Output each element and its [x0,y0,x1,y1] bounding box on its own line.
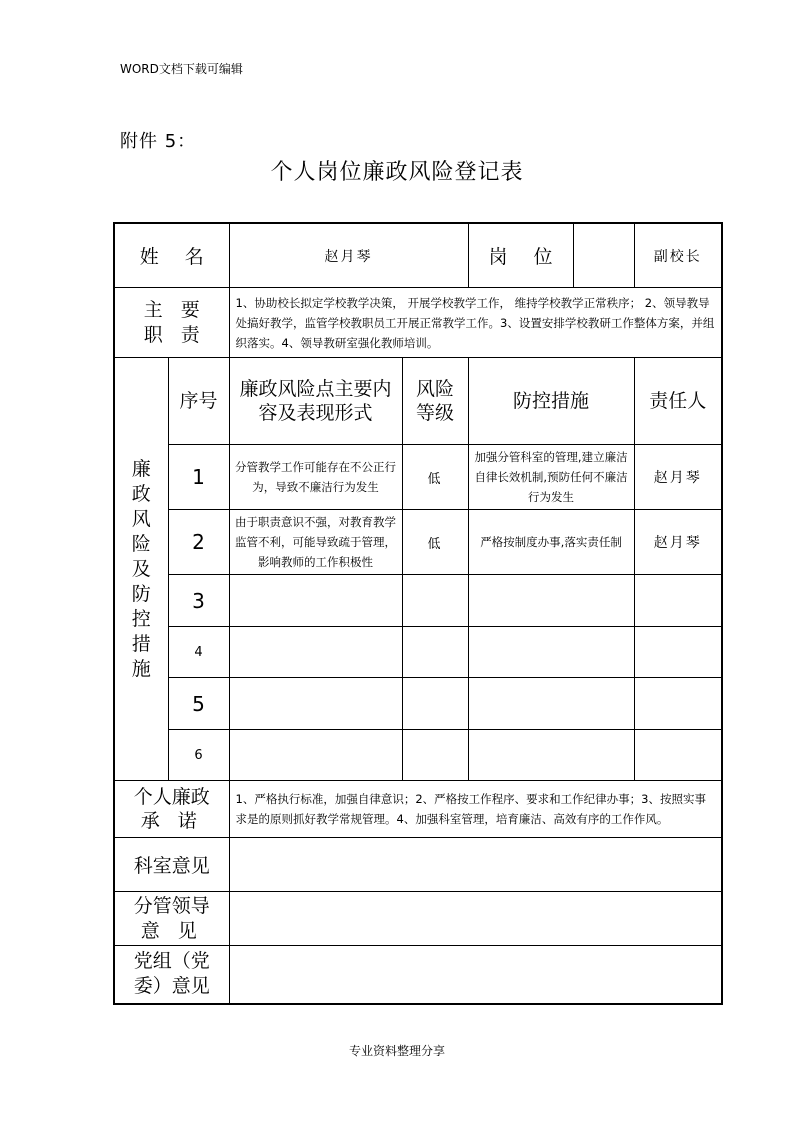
col-header-level-line2: 等级 [416,402,455,424]
party-opinion-label [114,946,229,1004]
row-risk[interactable] [229,575,402,627]
leader-opinion-label [114,892,229,946]
risk-label-char: 防 [131,582,151,605]
row-risk[interactable]: 分管教学工作可能存在不公正行为，导致不廉洁行为发生 [229,445,402,510]
duties-label-line1: 主 要 [143,298,206,321]
col-header-person: 责任人 [634,358,722,445]
row-seq: 1 [168,445,229,510]
row-risk[interactable] [229,627,402,678]
row-level[interactable]: 低 [402,445,468,510]
row-person[interactable] [634,627,722,678]
post-label: 岗 位 [469,224,574,287]
party-opinion-label-line1: 党组（党 [133,950,210,973]
row-person[interactable] [634,575,722,627]
attachment-label: 附件 5： [120,131,197,152]
row-seq: 4 [168,627,229,678]
dept-opinion-field[interactable] [229,838,722,892]
row-measure[interactable] [468,730,634,781]
row-level[interactable]: 低 [402,510,468,575]
col-header-seq: 序号 [168,358,229,445]
row-person[interactable] [634,730,722,781]
row-level[interactable] [402,575,468,627]
col-header-level [402,358,468,445]
risk-label-char: 控 [131,607,151,630]
row-person[interactable]: 赵月琴 [634,510,722,575]
leader-opinion-field[interactable] [229,892,722,946]
pledge-text[interactable]: 1、严格执行标准，加强自律意识；2、严格按工作程序、要求和工作纪律办事；3、按照实事求是的原则抓好教学常规管理。4、加强科室管理，培育廉洁、高效有序的工作作风。 [229,781,722,838]
document-header: WORD文档下载可编辑 [120,62,243,76]
row-person[interactable]: 赵月琴 [634,445,722,510]
duties-text[interactable]: 1、协助校长拟定学校教学决策， 开展学校教学工作， 维持学校教学正常秩序； 2、领导教导处搞好教学，监管学校教职员工开展正常教学工作。3、设置安排学校教研工作整体方案，并组织落实。4、领导教研室强化教师培训。 [229,288,722,358]
risk-label-char: 廉 [131,457,151,480]
row-risk[interactable] [229,730,402,781]
col-header-level-line1: 风险 [416,378,455,400]
risk-label-char: 措 [131,632,151,655]
pledge-label-line2: 承 诺 [140,810,203,832]
page-title: 个人岗位廉政风险登记表 [270,160,524,185]
row-measure[interactable]: 加强分管科室的管理,建立廉洁自律长效机制,预防任何不廉洁行为发生 [468,445,634,510]
leader-opinion-label-line2: 意 见 [140,919,203,942]
party-opinion-field[interactable] [229,946,722,1004]
table-row [114,575,722,627]
risk-registration-form [113,222,723,1005]
risk-label-char: 政 [131,482,151,505]
row-measure[interactable] [468,575,634,627]
risk-label-char: 施 [131,657,151,680]
party-opinion-label-line2: 委）意见 [133,975,210,998]
row-seq: 3 [168,575,229,627]
post-value[interactable]: 副校长 [634,223,722,288]
pledge-label-line1: 个人廉政 [133,786,210,808]
row-measure[interactable] [468,627,634,678]
row-level[interactable] [402,627,468,678]
row-level[interactable] [402,678,468,730]
dept-opinion-label: 科室意见 [114,838,229,892]
col-header-risk: 廉政风险点主要内容及表现形式 [229,358,402,445]
name-value[interactable]: 赵月琴 [229,223,468,288]
risk-label-char: 险 [131,532,151,555]
table-row [114,445,722,510]
table-row [114,510,722,575]
table-row [114,730,722,781]
pledge-label [114,781,229,838]
risk-label-char: 风 [131,507,151,530]
col-header-measure: 防控措施 [468,358,634,445]
duties-label-line2: 职 责 [143,323,206,346]
table-row [114,678,722,730]
row-level[interactable] [402,730,468,781]
duties-label [114,288,229,358]
risk-label-char: 及 [131,557,151,580]
row-seq: 2 [168,510,229,575]
risk-section-label [114,358,168,781]
row-seq: 6 [168,730,229,781]
row-risk[interactable] [229,678,402,730]
row-measure[interactable]: 严格按制度办事,落实责任制 [468,510,634,575]
document-footer: 专业资料整理分享 [348,1044,445,1058]
table-row [114,627,722,678]
name-label: 姓 名 [114,223,229,288]
leader-opinion-label-line1: 分管领导 [133,894,210,917]
row-measure[interactable] [468,678,634,730]
row-person[interactable] [634,678,722,730]
row-risk[interactable]: 由于职责意识不强，对教育教学监管不利，可能导致疏于管理，影响教师的工作积极性 [229,510,402,575]
row-seq: 5 [168,678,229,730]
